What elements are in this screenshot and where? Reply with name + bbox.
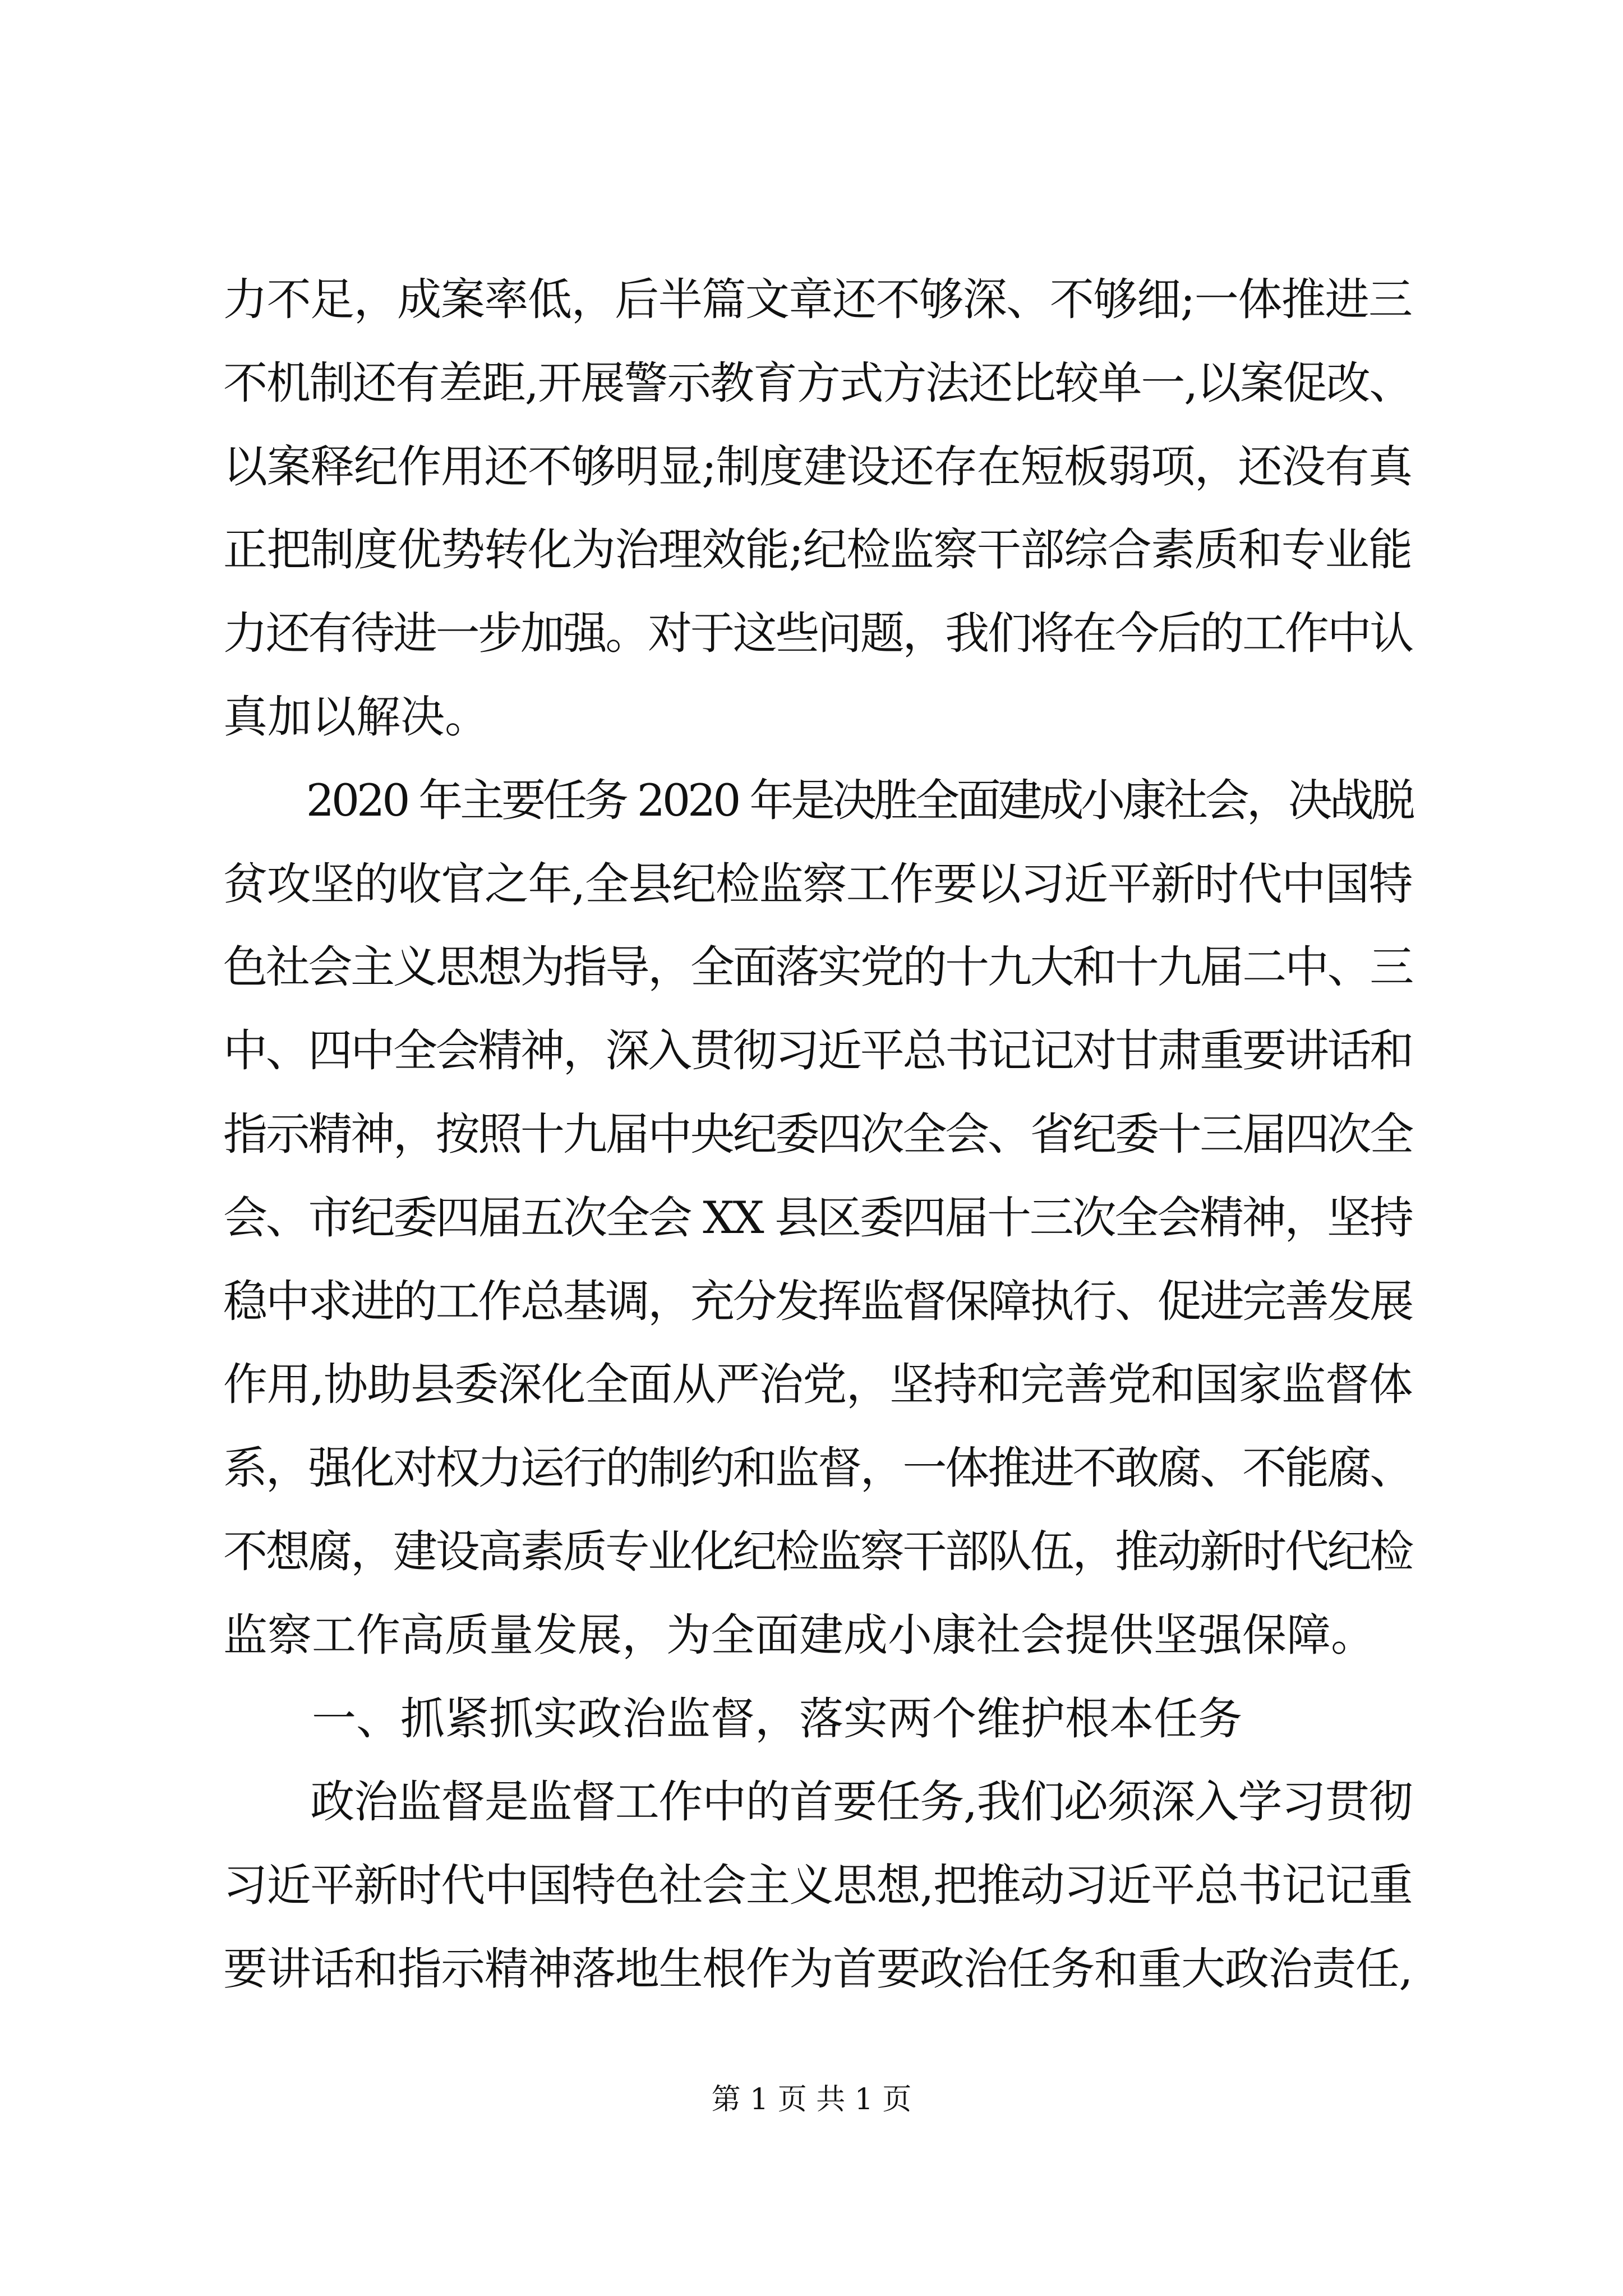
text-line: 力还有待进一步加强。对于这些问题，我们将在今后的工作中认 [223, 608, 1413, 660]
text-line: 政治监督是监督工作中的首要任务,我们必须深入学习贯彻 [223, 1776, 1413, 1828]
text-line: 监察工作高质量发展，为全面建成小康社会提供坚强保障。 [223, 1609, 1375, 1661]
text-line: 2020 年主要任务 2020 年是决胜全面建成小康社会，决战脱 [223, 774, 1413, 826]
text-line: 系，强化对权力运行的制约和监督，一体推进不敢腐、不能腐、 [223, 1442, 1413, 1494]
text-line: 不机制还有差距,开展警示教育方式方法还比较单一,以案促改、 [223, 357, 1413, 409]
page-footer: 第 1 页 共 1 页 [711, 2083, 912, 2116]
text-line: 正把制度优势转化为治理效能;纪检监察干部综合素质和专业能 [223, 524, 1412, 576]
body-text [223, 258, 1412, 2011]
text-line: 不想腐，建设高素质专业化纪检监察干部队伍，推动新时代纪检 [223, 1525, 1413, 1577]
text-line: 色社会主义思想为指导，全面落实党的十九大和十九届二中、三 [223, 941, 1413, 993]
text-line: 会、市纪委四届五次全会 XX 县区委四届十三次全会精神，坚持 [223, 1191, 1412, 1244]
text-line: 真加以解决。 [223, 691, 489, 743]
text-line: 习近平新时代中国特色社会主义思想,把推动习近平总书记记重 [223, 1860, 1413, 1912]
text-line: 一、抓紧抓实政治监督，落实两个维护根本任务 [223, 1692, 1242, 1745]
text-line: 中、四中全会精神，深入贯彻习近平总书记记对甘肃重要讲话和 [223, 1025, 1413, 1077]
text-line: 以案释纪作用还不够明显;制度建设还存在短板弱项，还没有真 [223, 440, 1412, 493]
text-line: 要讲话和指示精神落地生根作为首要政治任务和重大政治责任, [223, 1943, 1413, 1995]
text-line: 稳中求进的工作总基调，充分发挥监督保障执行、促进完善发展 [223, 1275, 1413, 1327]
text-line: 贫攻坚的收官之年,全县纪检监察工作要以习近平新时代中国特 [223, 858, 1413, 910]
text-line: 作用,协助县委深化全面从严治党，坚持和完善党和国家监督体 [223, 1359, 1413, 1411]
text-line: 指示精神，按照十九届中央纪委四次全会、省纪委十三届四次全 [223, 1108, 1413, 1160]
text-line: 力不足，成案率低，后半篇文章还不够深、不够细;一体推进三 [223, 274, 1412, 325]
